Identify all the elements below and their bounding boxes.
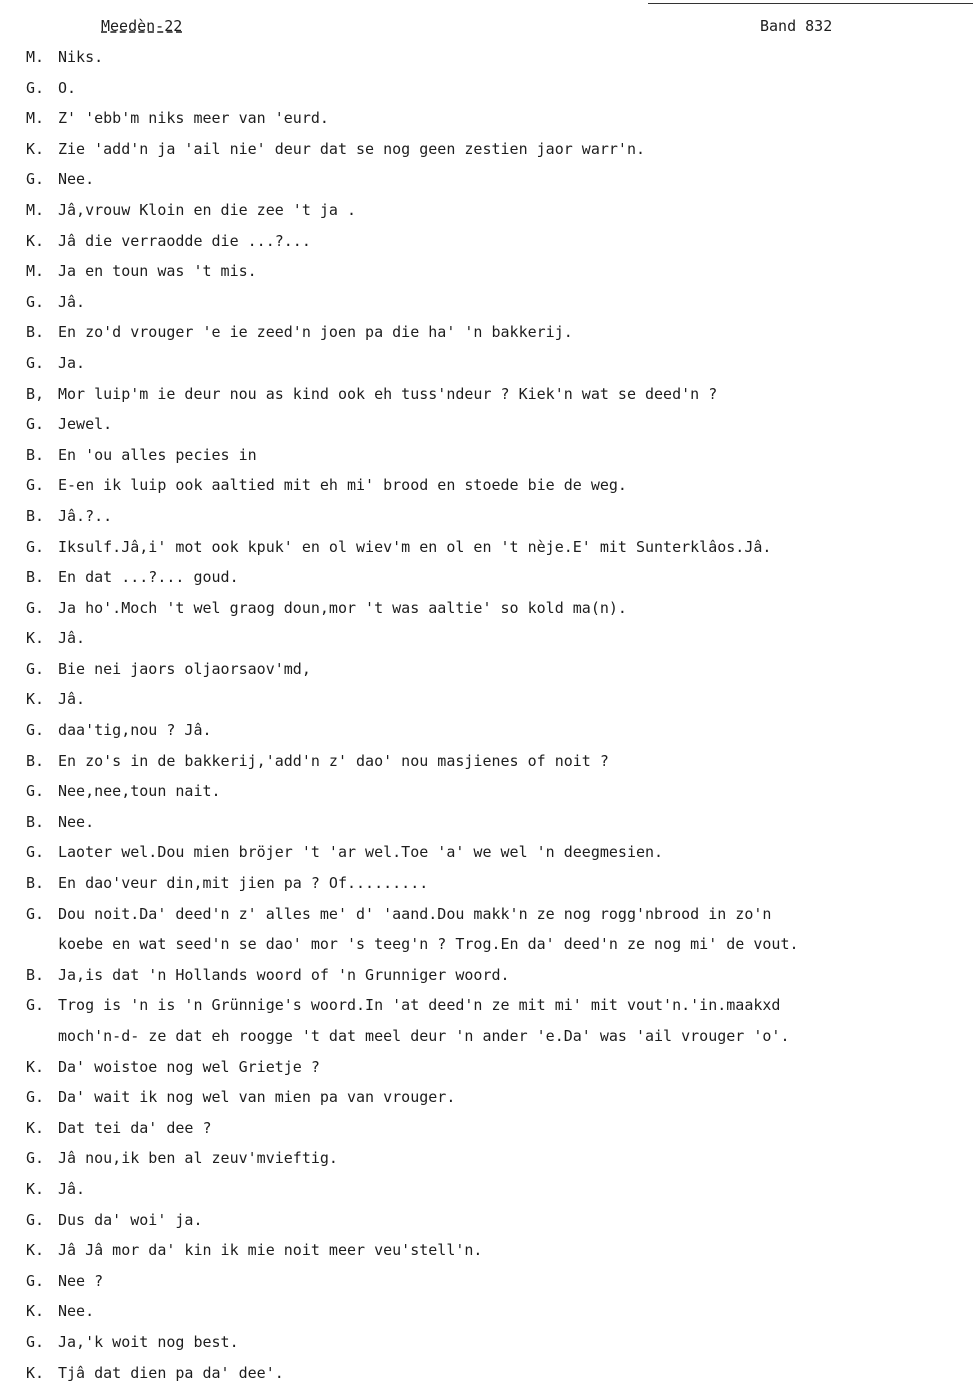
- transcript-line: [26, 690, 961, 721]
- utterance-text: Jâ.: [58, 690, 86, 709]
- utterance-text: E-en ik luip ook aaltied mit eh mi' brood en stoede bie de weg.: [58, 476, 627, 495]
- speaker-label: M.: [26, 262, 45, 281]
- transcript: [26, 48, 961, 1394]
- utterance-text: Jewel.: [58, 415, 113, 434]
- speaker-label: K.: [26, 1363, 45, 1382]
- utterance-text: Jâ die verraodde die ...?...: [58, 231, 311, 250]
- speaker-label: G.: [26, 415, 45, 434]
- speaker-label: K.: [26, 629, 45, 648]
- utterance-text: Laoter wel.Dou mien bröjer 't 'ar wel.Toe 'a' we wel 'n deegmesien.: [58, 843, 664, 862]
- speaker-label: G.: [26, 904, 45, 923]
- top-rule: [648, 3, 973, 4]
- utterance-text: Jâ.: [58, 1179, 86, 1198]
- transcript-line: [26, 568, 961, 599]
- transcript-line: [26, 1088, 961, 1119]
- transcript-line: [26, 109, 961, 140]
- speaker-label: B,: [26, 384, 45, 403]
- transcript-line: [26, 905, 961, 936]
- speaker-label: G.: [26, 659, 45, 678]
- speaker-label: K.: [26, 1179, 45, 1198]
- utterance-text: Iksulf.Jâ,i' mot ook kpuk' en ol wiev'm en ol en 't nèje.E' mit Sunterklâos.Jâ.: [58, 537, 772, 556]
- speaker-label: B.: [26, 323, 45, 342]
- speaker-label: G.: [26, 1088, 45, 1107]
- transcript-line: [26, 1302, 961, 1333]
- utterance-text: Ja.: [58, 353, 86, 372]
- utterance-text: Nee,nee,toun nait.: [58, 782, 221, 801]
- transcript-line: [26, 48, 961, 79]
- utterance-text: En dao'veur din,mit jien pa ? Of.........: [58, 874, 429, 893]
- transcript-line: [26, 79, 961, 110]
- speaker-label: B.: [26, 965, 45, 984]
- transcript-line: [26, 385, 961, 416]
- speaker-label: K.: [26, 139, 45, 158]
- speaker-label: G.: [26, 78, 45, 97]
- utterance-text: koebe en wat seed'n se dao' mor 's teeg'n ? Trog.En da' deed'n ze nog mi' de vout.: [58, 935, 799, 954]
- utterance-text: En 'ou alles pecies in: [58, 445, 257, 464]
- transcript-line: [26, 170, 961, 201]
- speaker-label: B.: [26, 812, 45, 831]
- transcript-line: [26, 1180, 961, 1211]
- utterance-text: Ja ho'.Moch 't wel graog doun,mor 't was aaltie' so kold ma(n).: [58, 598, 627, 617]
- speaker-label: G.: [26, 996, 45, 1015]
- transcript-line: [26, 966, 961, 997]
- transcript-line: [26, 599, 961, 630]
- speaker-label: G.: [26, 782, 45, 801]
- speaker-label: G.: [26, 843, 45, 862]
- transcript-line: [26, 996, 961, 1027]
- speaker-label: K.: [26, 1118, 45, 1137]
- transcript-line: [26, 721, 961, 752]
- page-header-right: Band 832: [760, 17, 833, 35]
- speaker-label: M.: [26, 200, 45, 219]
- transcript-line: [26, 1149, 961, 1180]
- utterance-text: Nee.: [58, 812, 95, 831]
- speaker-label: G.: [26, 1149, 45, 1168]
- utterance-text: Nee.: [58, 1302, 95, 1321]
- speaker-label: M.: [26, 109, 45, 128]
- transcript-line: [26, 201, 961, 232]
- transcript-line: [26, 629, 961, 660]
- transcript-line: [26, 354, 961, 385]
- speaker-label: G.: [26, 476, 45, 495]
- transcript-line: [26, 140, 961, 171]
- transcript-line: [26, 1364, 961, 1395]
- utterance-text: moch'n-d- ze dat eh roogge 't dat meel deur 'n ander 'e.Da' was 'ail vrouger 'o'.: [58, 1027, 790, 1045]
- speaker-label: G.: [26, 598, 45, 617]
- utterance-text: Jâ.?..: [58, 506, 113, 525]
- speaker-label: K.: [26, 690, 45, 709]
- transcript-line: [26, 782, 961, 813]
- speaker-label: G.: [26, 170, 45, 189]
- speaker-label: G.: [26, 1210, 45, 1229]
- speaker-label: G.: [26, 1271, 45, 1290]
- transcript-line: [26, 874, 961, 905]
- transcript-line: [26, 752, 961, 783]
- speaker-label: B.: [26, 874, 45, 893]
- speaker-label: K.: [26, 1302, 45, 1321]
- utterance-text: Tjâ dat dien pa da' dee'.: [58, 1363, 284, 1382]
- utterance-text: Trog is 'n is 'n Grünnige's woord.In 'at deed'n ze mit mi' mit vout'n.'in.maakxd: [58, 996, 781, 1015]
- utterance-text: En dat ...?... goud.: [58, 568, 239, 587]
- transcript-line: [26, 1333, 961, 1364]
- transcript-line: [26, 232, 961, 263]
- transcript-line: [26, 1241, 961, 1272]
- speaker-label: G.: [26, 353, 45, 372]
- utterance-text: Jâ,vrouw Kloin en die zee 't ja .: [58, 200, 357, 219]
- transcript-line: [26, 446, 961, 477]
- page-header-left: Meedèn-22: [101, 17, 183, 35]
- utterance-text: Dou noit.Da' deed'n z' alles me' d' 'aand.Dou makk'n ze nog rogg'nbrood in zo'n: [58, 904, 772, 923]
- transcript-line: [26, 293, 961, 324]
- utterance-text: Jâ.: [58, 292, 86, 311]
- utterance-text: Nee ?: [58, 1271, 104, 1290]
- transcript-line: [26, 935, 961, 966]
- utterance-text: Bie nei jaors oljaorsaov'md,: [58, 659, 311, 678]
- utterance-text: Ja,is dat 'n Hollands woord of 'n Grunniger woord.: [58, 965, 510, 984]
- speaker-label: B.: [26, 568, 45, 587]
- transcript-line: [26, 507, 961, 538]
- transcript-line: [26, 813, 961, 844]
- transcript-line: [26, 1058, 961, 1089]
- utterance-text: Jâ.: [58, 629, 86, 648]
- speaker-label: B.: [26, 751, 45, 770]
- utterance-text: Z' 'ebb'm niks meer van 'eurd.: [58, 109, 329, 128]
- transcript-line: [26, 660, 961, 691]
- utterance-text: Da' wait ik nog wel van mien pa van vrouger.: [58, 1088, 456, 1107]
- transcript-line: [26, 538, 961, 569]
- utterance-text: Dus da' woi' ja.: [58, 1210, 203, 1229]
- transcript-line: [26, 323, 961, 354]
- utterance-text: Ja,'k woit nog best.: [58, 1332, 239, 1351]
- utterance-text: Mor luip'm ie deur nou as kind ook eh tuss'ndeur ? Kiek'n wat se deed'n ?: [58, 384, 718, 403]
- speaker-label: G.: [26, 537, 45, 556]
- utterance-text: En zo'd vrouger 'e ie zeed'n joen pa die ha' 'n bakkerij.: [58, 323, 573, 342]
- transcript-line: [26, 1027, 961, 1058]
- speaker-label: M.: [26, 48, 45, 66]
- utterance-text: Nee.: [58, 170, 95, 189]
- utterance-text: Niks.: [58, 48, 104, 66]
- transcript-line: [26, 1272, 961, 1303]
- transcript-line: [26, 476, 961, 507]
- speaker-label: G.: [26, 292, 45, 311]
- utterance-text: daa'tig,nou ? Jâ.: [58, 721, 212, 740]
- transcript-line: [26, 415, 961, 446]
- utterance-text: Jâ nou,ik ben al zeuv'mvieftig.: [58, 1149, 338, 1168]
- speaker-label: G.: [26, 721, 45, 740]
- transcript-line: [26, 262, 961, 293]
- transcript-line: [26, 1211, 961, 1242]
- utterance-text: Dat tei da' dee ?: [58, 1118, 212, 1137]
- transcript-line: [26, 1119, 961, 1150]
- speaker-label: B.: [26, 445, 45, 464]
- utterance-text: Jâ Jâ mor da' kin ik mie noit meer veu'stell'n.: [58, 1241, 483, 1260]
- speaker-label: G.: [26, 1332, 45, 1351]
- utterance-text: En zo's in de bakkerij,'add'n z' dao' nou masjienes of noit ?: [58, 751, 609, 770]
- speaker-label: B.: [26, 506, 45, 525]
- utterance-text: O.: [58, 78, 77, 97]
- speaker-label: K.: [26, 231, 45, 250]
- transcript-line: [26, 843, 961, 874]
- utterance-text: Da' woistoe nog wel Grietje ?: [58, 1057, 320, 1076]
- utterance-text: Zie 'add'n ja 'ail nie' deur dat se nog geen zestien jaor warr'n.: [58, 139, 645, 158]
- utterance-text: Ja en toun was 't mis.: [58, 262, 257, 281]
- speaker-label: K.: [26, 1057, 45, 1076]
- speaker-label: K.: [26, 1241, 45, 1260]
